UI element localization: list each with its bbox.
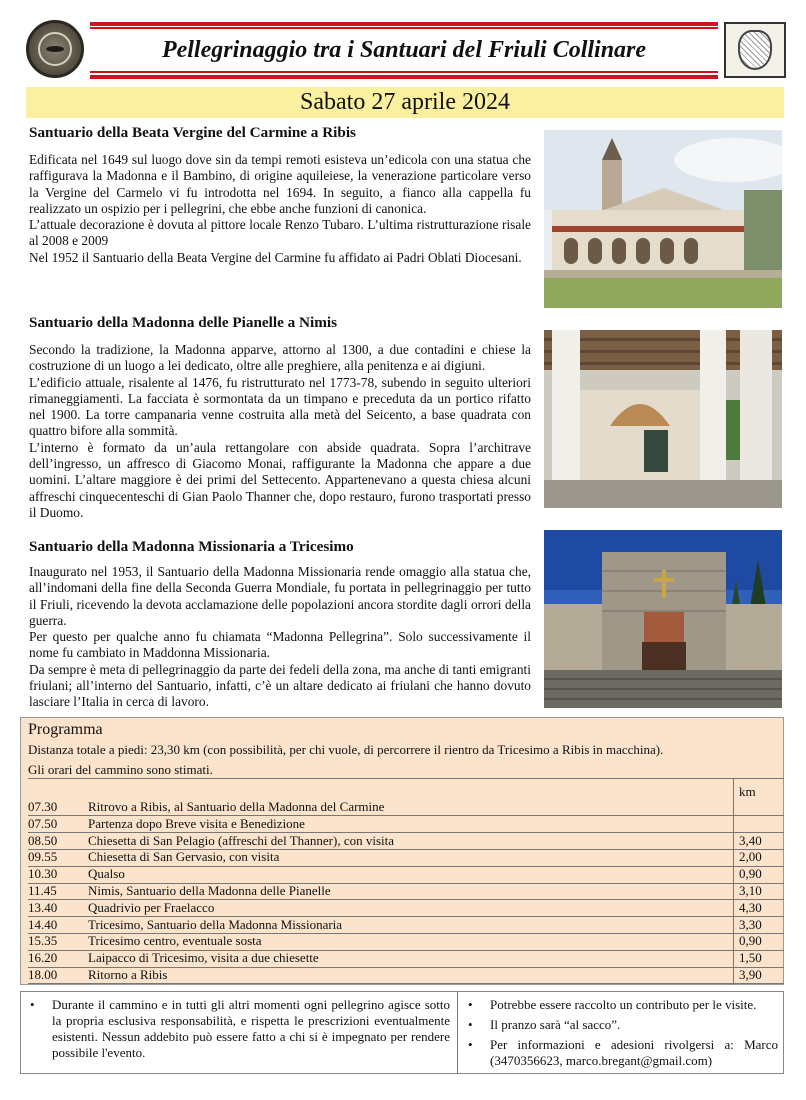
schedule-row — [28, 849, 784, 865]
schedule-description: Chiesetta di San Gervasio, con visita — [88, 849, 280, 865]
paragraph: Inaugurato nel 1953, il Santuario della Madonna Missionaria rende omaggio alla statua che, all’indomani della fine della Seconda Guerra Mondiale, fu portata in pellegrinaggio per tutto il Friuli, ricevendo la devota acclamazione delle popolazioni ancora stordite dagli orrori della guerra. — [29, 564, 531, 628]
schedule-km: 3,30 — [739, 916, 762, 932]
diocese-logo-left — [26, 20, 84, 78]
paragraph: Secondo la tradizione, la Madonna apparve, attorno al 1300, a due contadini e chiese la costruzione di un luogo a lei dedicato, oltre alle preghiere, alla penitenza e ai digiuni. — [29, 342, 531, 374]
note-item: • Per informazioni e adesioni rivolgersi a: Marco (3470356623, marco.bregant@gmail.com) — [460, 1037, 778, 1069]
programma-distance: Distanza totale a piedi: 23,30 km (con possibilità, per chi vuole, di percorrere il rientro da Tricesimo a Ribis in macchina). — [28, 742, 664, 757]
paragraph: L’attuale decorazione è dovuta al pittore locale Renzo Tubaro. L’ultima ristrutturazione risale al 2008 e 2009 — [29, 217, 531, 249]
schedule-time: 07.30 — [28, 799, 58, 814]
header-rule-top-thin — [90, 27, 718, 29]
schedule-description: Ritrovo a Ribis, al Santuario della Madonna del Carmine — [88, 799, 385, 814]
schedule-row — [28, 900, 784, 916]
section-title-tricesimo: Santuario della Madonna Missionaria a Tricesimo — [29, 538, 354, 555]
schedule-row — [28, 816, 784, 832]
schedule-time: 09.55 — [28, 849, 58, 865]
paragraph: L’edificio attuale, risalente al 1476, fu ristrutturato nel 1773-78, subendo in seguito ulteriori rimaneggiamenti. La facciata è sormontata da un timpano e preceduta da un portico rifatto nel 1900. La torre campanaria venne costruita alla metà del Seicento, a base quadrata con quattro bifore alla sommità. — [29, 374, 531, 439]
paragraph: Per questo per qualche anno fu chiamata “Madonna Pellegrina”. Solo successivamente il nome fu cambiato in Maddonna Missionaria. — [29, 629, 531, 661]
schedule-km: 3,10 — [739, 883, 762, 898]
section-title-ribis: Santuario della Beata Vergine del Carmine a Ribis — [29, 124, 356, 141]
schedule-time: 08.50 — [28, 832, 58, 848]
schedule-description: Ritorno a Ribis — [88, 967, 168, 982]
schedule-row — [28, 917, 784, 933]
schedule-time: 15.35 — [28, 933, 58, 949]
schedule-time: 18.00 — [28, 967, 58, 982]
ribis-sanctuary-photo — [544, 130, 782, 308]
header-rule-bottom — [90, 75, 718, 79]
km-column-header: km — [739, 784, 756, 799]
section-text-ribis — [29, 152, 531, 266]
header-rule-bottom-thin — [90, 71, 718, 73]
schedule-km: 2,00 — [739, 849, 762, 865]
schedule-description: Laipacco di Tricesimo, visita a due chiesette — [88, 950, 319, 966]
schedule-row — [28, 866, 784, 882]
note-item: • Il pranzo sarà “al sacco”. — [460, 1017, 778, 1033]
note-item: • Potrebbe essere raccolto un contributo per le visite. — [460, 997, 778, 1013]
schedule-row — [28, 833, 784, 849]
schedule-time: 14.40 — [28, 916, 58, 932]
schedule-km: 0,90 — [739, 933, 762, 949]
schedule-time: 11.45 — [28, 883, 57, 898]
tricesimo-sanctuary-photo — [544, 530, 782, 708]
paragraph: Nel 1952 il Santuario della Beata Vergine del Carmine fu affidato ai Padri Oblati Diocesani. — [29, 249, 522, 265]
schedule-row — [28, 883, 784, 899]
schedule-description: Qualso — [88, 866, 125, 882]
schedule-description: Tricesimo centro, eventuale sosta — [88, 933, 262, 949]
schedule-time: 10.30 — [28, 866, 58, 882]
schedule-description: Partenza dopo Breve visita e Benedizione — [88, 815, 305, 831]
schedule-description: Chiesetta di San Pelagio (affreschi del Thanner), con visita — [88, 832, 395, 848]
schedule-km: 3,90 — [739, 967, 762, 982]
paragraph: Da sempre è meta di pellegrinaggio da parte dei fedeli della zona, ma anche di tanti emigranti friulani; all’interno del Santuario, infatti, c’è un altare dedicato ai friulani che hanno dovuto lasciare l’Italia in cerca di lavoro. — [29, 661, 531, 710]
paragraph: L’interno è formato da un’aula rettangolare con abside quadrata. Sopra l’architrave dell’ingresso, un affresco di Giacomo Monai, raffigurante la Madonna che appare a due uomini. L’altare maggiore è dei primi del Settecento. Appartenevano a questa chiesa alcuni affreschi cinquecenteschi di Gian Paolo Thanner che, dopo restauro, furono trasportati presso il Duomo. — [29, 439, 531, 520]
schedule-row — [28, 967, 784, 983]
schedule-row-rule — [28, 983, 784, 984]
schedule-description: Tricesimo, Santuario della Madonna Missionaria — [88, 916, 343, 932]
schedule-description: Nimis, Santuario della Madonna delle Pianelle — [88, 883, 331, 898]
paragraph: Edificata nel 1649 sul luogo dove sin da tempi remoti esisteva un’edicola con una statua che raffigurava la Madonna e il Bambino, di origine aquileiese, la venerazione particolare verso la Vergine del Carmelo vi fu introdotta nel 1694. In seguito, a fianco alla cappella fu realizzato un ospizio per i pellegrini, che ebbe anche funzioni di canonica. — [29, 152, 531, 216]
schedule-km: 1,50 — [739, 950, 762, 966]
schedule-km: 4,30 — [739, 899, 762, 915]
schedule-km: 0,90 — [739, 866, 762, 882]
event-date: Sabato 27 aprile 2024 — [26, 87, 784, 118]
section-title-nimis: Santuario della Madonna delle Pianelle a Nimis — [29, 314, 337, 331]
section-text-nimis — [29, 342, 531, 521]
schedule-row — [28, 799, 784, 815]
page-title: Pellegrinaggio tra i Santuari del Friuli Collinare — [161, 37, 647, 63]
table-top-rule — [28, 778, 784, 779]
header-rule-top — [90, 22, 718, 26]
notes-right-column — [460, 997, 778, 1073]
notes-divider — [457, 991, 458, 1074]
schedule-row — [28, 950, 784, 966]
programma-title: Programma — [28, 721, 103, 738]
schedule-time: 13.40 — [28, 899, 58, 915]
notes-left-column — [22, 997, 450, 1065]
programma-note: Gli orari del cammino sono stimati. — [28, 762, 213, 777]
nimis-sanctuary-photo — [544, 330, 782, 508]
schedule-description: Quadrivio per Fraelacco — [88, 899, 215, 915]
schedule-km: 3,40 — [739, 832, 762, 848]
schedule-time: 07.50 — [28, 815, 58, 831]
coat-of-arms-logo-right — [724, 22, 786, 78]
section-text-tricesimo — [29, 564, 531, 711]
schedule-time: 16.20 — [28, 950, 58, 966]
note-item: • Durante il cammino e in tutti gli altri momenti ogni pellegrino agisce sotto la propria esclusiva responsabilità, e rispetta le prescrizioni eventualmente esistenti. Nessun addebito può essere fatto a chi si è impegnato per rendere possibile l'evento. — [22, 997, 450, 1061]
schedule-row — [28, 933, 784, 949]
